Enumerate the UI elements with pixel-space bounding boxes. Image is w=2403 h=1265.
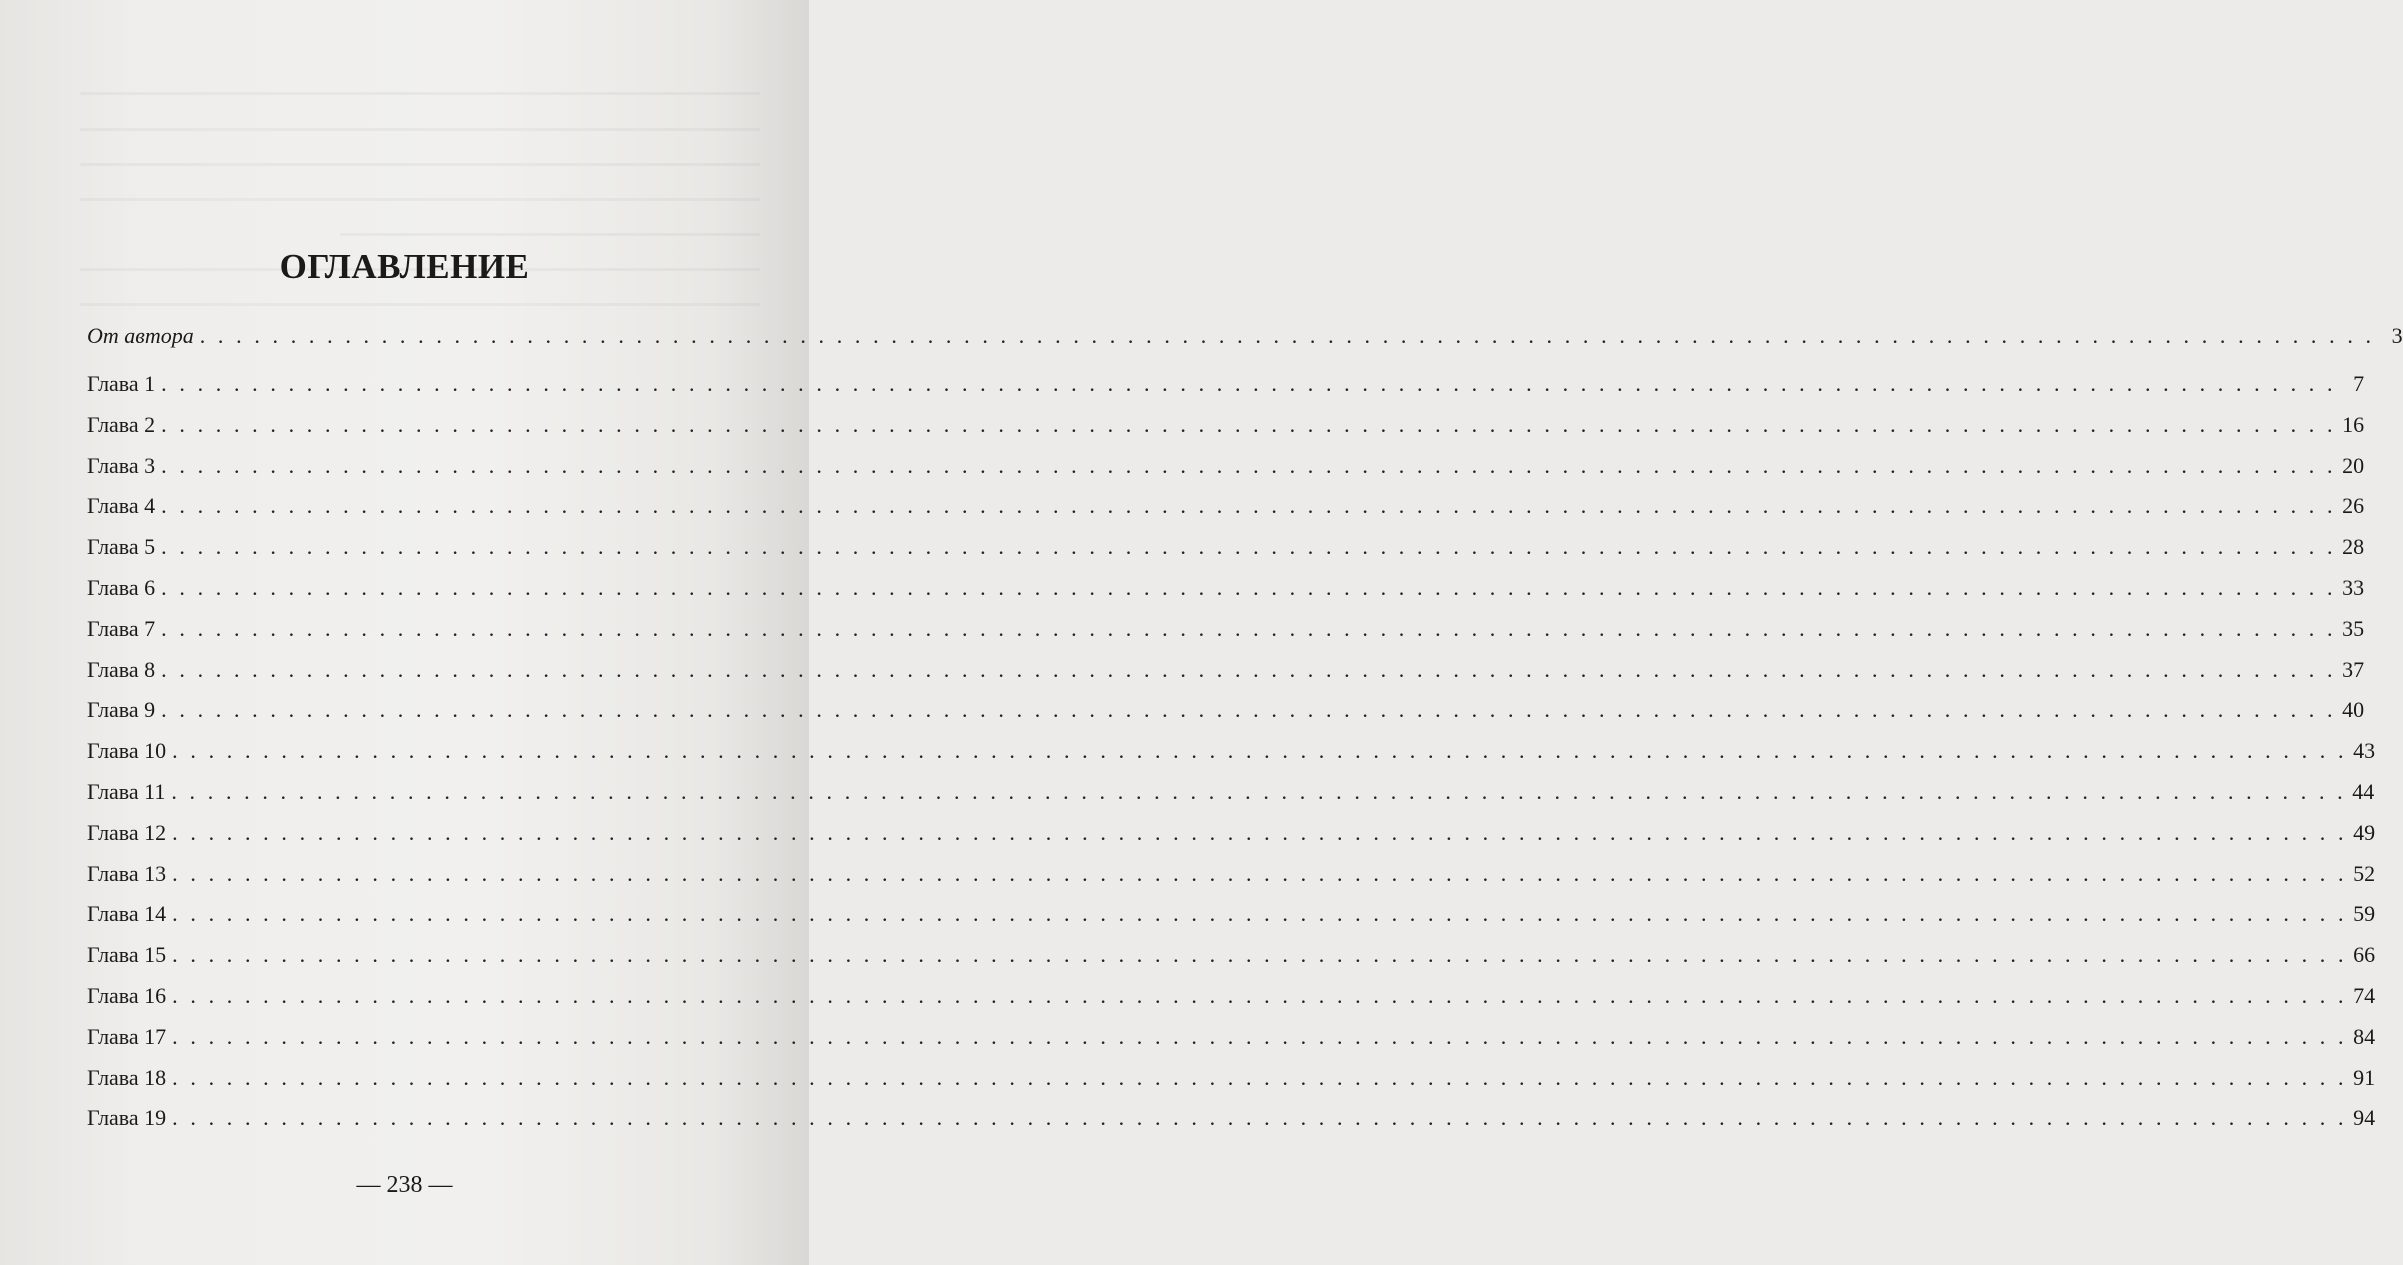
toc-entry bbox=[87, 819, 2376, 861]
dot-leader: . . . . . . . . . . . . . . . . . . . . . . . . . . . . . . . . . . . . . . . . . . . . . . . . . . . . . . . . . . . . . . . . . . . . . . . . . . . . . . . . . . . . . . . . . . . . . . . . . . . . . . . . . . . . . . . . . . . . . . . . bbox=[172, 901, 2348, 927]
toc-entry-page: 16 bbox=[2342, 411, 2365, 437]
toc-entry-page: 94 bbox=[2353, 1105, 2376, 1131]
dot-leader: . . . . . . . . . . . . . . . . . . . . . . . . . . . . . . . . . . . . . . . . . . . . . . . . . . . . . . . . . . . . . . . . . . . . . . . . . . . . . . . . . . . . . . . . . . . . . . . . . . . . . . . . . . . . . . . . . . . . . . . . bbox=[171, 778, 2347, 804]
toc-entry-title: Глава 7 bbox=[87, 615, 156, 641]
dot-leader: . . . . . . . . . . . . . . . . . . . . . . . . . . . . . . . . . . . . . . . . . . . . . . . . . . . . . . . . . . . . . . . . . . . . . . . . . . . . . . . . . . . . . . . . . . . . . . . . . . . . . . . . . . . . . . . . . . . . . . . . bbox=[172, 982, 2348, 1008]
toc-entry-title: Глава 1 bbox=[87, 371, 156, 396]
toc-entry bbox=[87, 574, 2365, 616]
dot-leader: . . . . . . . . . . . . . . . . . . . . . . . . . . . . . . . . . . . . . . . . . . . . . . . . . . . . . . . . . . . . . . . . . . . . . . . . . . . . . . . . . . . . . . . . . . . . . . . . . . . . . . . . . . . . . . . . . . . . . . . . bbox=[161, 615, 2337, 641]
toc-entry bbox=[87, 982, 2376, 1024]
toc-entry bbox=[87, 738, 2376, 779]
dot-leader: . . . . . . . . . . . . . . . . . . . . . . . . . . . . . . . . . . . . . . . . . . . . . . . . . . . . . . . . . . . . . . . . . . . . . . . . . . . . . . . . . . . . . . . . . . . . . . . . . . . . . . . . . . . . . . . . . . . . . . . . bbox=[161, 656, 2337, 682]
toc-entry bbox=[87, 778, 2375, 820]
toc-entry bbox=[87, 534, 2365, 575]
toc-entry-page: 84 bbox=[2353, 1023, 2376, 1049]
dot-leader: . . . . . . . . . . . . . . . . . . . . . . . . . . . . . . . . . . . . . . . . . . . . . . . . . . . . . . . . . . . . . . . . . . . . . . . . . . . . . . . . . . . . . . . . . . . . . . . . . . . . . . . . . . . . . . . . . . . . . . . . bbox=[161, 574, 2337, 600]
toc-entry-page: 28 bbox=[2342, 534, 2365, 560]
toc-entry-title: Глава 3 bbox=[87, 452, 156, 478]
toc-entry-title: Глава 5 bbox=[87, 534, 156, 560]
toc-entry bbox=[87, 323, 2403, 371]
toc-entry-page: 20 bbox=[2342, 452, 2365, 478]
toc-entry-page: 40 bbox=[2342, 697, 2365, 723]
toc-entry bbox=[87, 615, 2365, 657]
toc-entry-page: 49 bbox=[2353, 819, 2376, 845]
toc-entry-title: Глава 13 bbox=[87, 860, 167, 886]
bleed-through-line bbox=[80, 303, 760, 306]
toc-entry-title: Глава 19 bbox=[87, 1105, 167, 1131]
page-title: ОГЛАВЛЕНИЕ bbox=[279, 247, 530, 286]
toc-entry-page: 3 bbox=[2391, 323, 2403, 348]
toc-entry-page: 59 bbox=[2353, 901, 2376, 927]
toc-entry bbox=[87, 942, 2376, 983]
bleed-through-line bbox=[80, 92, 760, 95]
toc-entry bbox=[87, 371, 2365, 412]
toc-entry-page: 35 bbox=[2342, 615, 2365, 641]
toc-entry bbox=[87, 901, 2376, 942]
toc-entry-page: 37 bbox=[2342, 656, 2365, 682]
toc-entry-title: Глава 9 bbox=[87, 697, 156, 723]
toc-entry-page: 33 bbox=[2342, 574, 2365, 600]
toc-entry-title: Глава 16 bbox=[87, 982, 167, 1008]
toc-entry bbox=[87, 697, 2365, 738]
bleed-through-line bbox=[80, 198, 760, 201]
toc-entry bbox=[87, 411, 2365, 453]
dot-leader: . . . . . . . . . . . . . . . . . . . . . . . . . . . . . . . . . . . . . . . . . . . . . . . . . . . . . . . . . . . . . . . . . . . . . . . . . . . . . . . . . . . . . . . . . . . . . . . . . . . . . . . . . . . . . . . . . . . . . . . . bbox=[161, 534, 2337, 560]
dot-leader: . . . . . . . . . . . . . . . . . . . . . . . . . . . . . . . . . . . . . . . . . . . . . . . . . . . . . . . . . . . . . . . . . . . . . . . . . . . . . . . . . . . . . . . . . . . . . . . . . . . . . . . . . . . . . . . . . . . . . . . . bbox=[199, 323, 2375, 348]
toc-entry-title: Глава 6 bbox=[87, 574, 156, 600]
toc-entry-title: Глава 15 bbox=[87, 942, 167, 968]
toc-entry-title: От автора bbox=[87, 323, 194, 348]
toc-entry-page: 91 bbox=[2353, 1064, 2376, 1090]
toc-entry-page: 26 bbox=[2342, 493, 2365, 519]
dot-leader: . . . . . . . . . . . . . . . . . . . . . . . . . . . . . . . . . . . . . . . . . . . . . . . . . . . . . . . . . . . . . . . . . . . . . . . . . . . . . . . . . . . . . . . . . . . . . . . . . . . . . . . . . . . . . . . . . . . . . . . . bbox=[172, 1105, 2348, 1131]
toc-entry-title: Глава 17 bbox=[87, 1023, 167, 1049]
toc-entry bbox=[87, 860, 2376, 902]
dot-leader: . . . . . . . . . . . . . . . . . . . . . . . . . . . . . . . . . . . . . . . . . . . . . . . . . . . . . . . . . . . . . . . . . . . . . . . . . . . . . . . . . . . . . . . . . . . . . . . . . . . . . . . . . . . . . . . . . . . . . . . . bbox=[161, 411, 2337, 437]
toc-entry bbox=[87, 1023, 2376, 1065]
toc-entry-title: Глава 10 bbox=[87, 738, 167, 764]
dot-leader: . . . . . . . . . . . . . . . . . . . . . . . . . . . . . . . . . . . . . . . . . . . . . . . . . . . . . . . . . . . . . . . . . . . . . . . . . . . . . . . . . . . . . . . . . . . . . . . . . . . . . . . . . . . . . . . . . . . . . . . . bbox=[172, 738, 2348, 764]
dot-leader: . . . . . . . . . . . . . . . . . . . . . . . . . . . . . . . . . . . . . . . . . . . . . . . . . . . . . . . . . . . . . . . . . . . . . . . . . . . . . . . . . . . . . . . . . . . . . . . . . . . . . . . . . . . . . . . . . . . . . . . . bbox=[172, 1064, 2348, 1090]
bleed-through-line bbox=[80, 163, 760, 166]
dot-leader: . . . . . . . . . . . . . . . . . . . . . . . . . . . . . . . . . . . . . . . . . . . . . . . . . . . . . . . . . . . . . . . . . . . . . . . . . . . . . . . . . . . . . . . . . . . . . . . . . . . . . . . . . . . . . . . . . . . . . . . . bbox=[172, 1023, 2348, 1049]
table-of-contents bbox=[87, 323, 2403, 1146]
dot-leader: . . . . . . . . . . . . . . . . . . . . . . . . . . . . . . . . . . . . . . . . . . . . . . . . . . . . . . . . . . . . . . . . . . . . . . . . . . . . . . . . . . . . . . . . . . . . . . . . . . . . . . . . . . . . . . . . . . . . . . . . bbox=[161, 371, 2337, 396]
bleed-through-line bbox=[340, 233, 760, 236]
toc-entry bbox=[87, 1105, 2376, 1146]
dot-leader: . . . . . . . . . . . . . . . . . . . . . . . . . . . . . . . . . . . . . . . . . . . . . . . . . . . . . . . . . . . . . . . . . . . . . . . . . . . . . . . . . . . . . . . . . . . . . . . . . . . . . . . . . . . . . . . . . . . . . . . . bbox=[161, 452, 2337, 478]
toc-entry-title: Глава 2 bbox=[87, 411, 156, 437]
toc-entry-title: Глава 8 bbox=[87, 656, 156, 682]
toc-entry-title: Глава 4 bbox=[87, 493, 156, 519]
toc-entry-page: 52 bbox=[2353, 860, 2376, 886]
toc-entry bbox=[87, 452, 2365, 494]
toc-entry-title: Глава 12 bbox=[87, 819, 167, 845]
toc-entry-title: Глава 14 bbox=[87, 901, 167, 927]
dot-leader: . . . . . . . . . . . . . . . . . . . . . . . . . . . . . . . . . . . . . . . . . . . . . . . . . . . . . . . . . . . . . . . . . . . . . . . . . . . . . . . . . . . . . . . . . . . . . . . . . . . . . . . . . . . . . . . . . . . . . . . . bbox=[172, 942, 2348, 968]
toc-entry bbox=[87, 656, 2365, 698]
toc-entry bbox=[87, 493, 2365, 534]
toc-entry-page: 66 bbox=[2353, 942, 2376, 968]
page-number: — 238 — bbox=[356, 1172, 453, 1198]
toc-entry-page: 43 bbox=[2353, 738, 2376, 764]
bleed-through-line bbox=[80, 128, 760, 131]
dot-leader: . . . . . . . . . . . . . . . . . . . . . . . . . . . . . . . . . . . . . . . . . . . . . . . . . . . . . . . . . . . . . . . . . . . . . . . . . . . . . . . . . . . . . . . . . . . . . . . . . . . . . . . . . . . . . . . . . . . . . . . . bbox=[161, 493, 2337, 519]
toc-entry-page: 44 bbox=[2352, 778, 2375, 804]
toc-entry-title: Глава 11 bbox=[87, 778, 166, 804]
toc-entry-page: 7 bbox=[2353, 371, 2365, 396]
toc-entry-page: 74 bbox=[2353, 982, 2376, 1008]
toc-entry-title: Глава 18 bbox=[87, 1064, 167, 1090]
toc-entry bbox=[87, 1064, 2376, 1106]
dot-leader: . . . . . . . . . . . . . . . . . . . . . . . . . . . . . . . . . . . . . . . . . . . . . . . . . . . . . . . . . . . . . . . . . . . . . . . . . . . . . . . . . . . . . . . . . . . . . . . . . . . . . . . . . . . . . . . . . . . . . . . . bbox=[172, 860, 2348, 886]
dot-leader: . . . . . . . . . . . . . . . . . . . . . . . . . . . . . . . . . . . . . . . . . . . . . . . . . . . . . . . . . . . . . . . . . . . . . . . . . . . . . . . . . . . . . . . . . . . . . . . . . . . . . . . . . . . . . . . . . . . . . . . . bbox=[161, 697, 2337, 723]
dot-leader: . . . . . . . . . . . . . . . . . . . . . . . . . . . . . . . . . . . . . . . . . . . . . . . . . . . . . . . . . . . . . . . . . . . . . . . . . . . . . . . . . . . . . . . . . . . . . . . . . . . . . . . . . . . . . . . . . . . . . . . . bbox=[172, 819, 2348, 845]
